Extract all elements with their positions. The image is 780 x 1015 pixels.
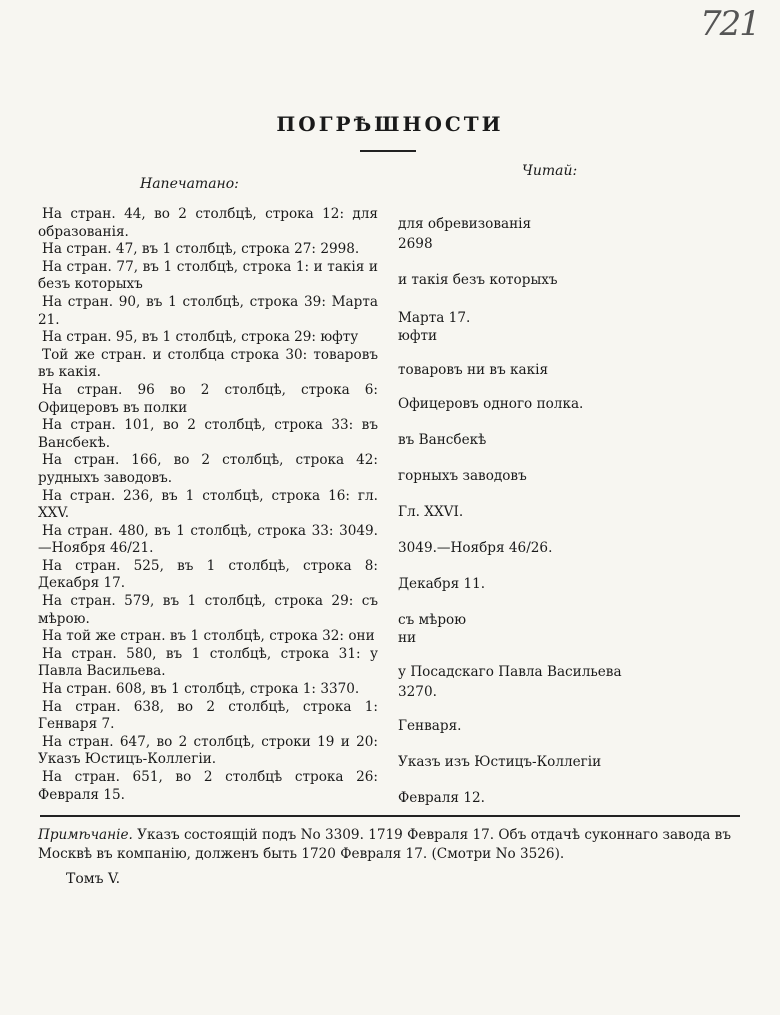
volume-label: Томъ V.	[66, 871, 121, 887]
footnote	[38, 826, 748, 864]
read-entry: 3270.	[398, 684, 437, 700]
read-entry: въ Вансбекѣ	[398, 432, 487, 448]
read-entry: Генваря.	[398, 718, 462, 734]
printed-entry: На стран. 647, во 2 столбцѣ, строки 19 и 20: Указъ Юстицъ-Коллегіи.	[38, 733, 378, 768]
read-column-header: Читай:	[522, 163, 578, 179]
printed-entry: На стран. 101, во 2 столбцѣ, строка 33: въ Вансбекѣ.	[38, 417, 378, 451]
read-entry: юфти	[398, 328, 438, 344]
printed-entry: На стран. 525, въ 1 столбцѣ, строка 8: Декабря 17.	[38, 557, 378, 592]
read-entry: Указъ изъ Юстицъ-Коллегіи	[398, 754, 602, 770]
printed-entry: На стран. 579, въ 1 столбцѣ, строка 29: съ мѣрою.	[38, 593, 378, 627]
printed-column	[38, 206, 378, 804]
read-entry: 3049.—Ноября 46/26.	[398, 540, 553, 556]
footnote-divider	[40, 815, 740, 817]
read-entry: для обревизованія	[398, 216, 532, 232]
printed-entry: На той же стран. въ 1 столбцѣ, строка 32: они	[42, 628, 375, 645]
read-entry: и такія безъ которыхъ	[398, 272, 558, 288]
printed-entry: На стран. 166, во 2 столбцѣ, строка 42: рудныхъ заводовъ.	[38, 452, 378, 486]
printed-entry: На стран. 96 во 2 столбцѣ, строка 6: Офицеровъ въ полки	[38, 381, 378, 416]
read-entry: Гл. XXVI.	[398, 504, 464, 520]
read-entry: Марта 17.	[398, 310, 471, 326]
footnote-text: Указъ состоящій подъ No 3309. 1719 Февраля 17. Объ отдачѣ суконнаго завода въ Москвѣ въ компанію, долженъ быть 1720 Февраля 17. (Смотри No 3526).	[38, 827, 731, 862]
printed-entry: На стран. 236, въ 1 столбцѣ, строка 16: гл. XXV.	[38, 487, 378, 522]
printed-entry: На стран. 638, во 2 столбцѣ, строка 1: Генваря 7.	[38, 698, 378, 733]
page-number: 721	[700, 4, 759, 44]
printed-entry: На стран. 90, въ 1 столбцѣ, строка 39: Марта 21.	[38, 293, 378, 328]
printed-entry: На стран. 95, въ 1 столбцѣ, строка 29: юфту	[42, 329, 359, 346]
printed-entry: На стран. 580, въ 1 столбцѣ, строка 31: у Павла Васильева.	[38, 645, 378, 680]
read-entry: съ мѣрою	[398, 612, 467, 628]
read-entry: Офицеровъ одного полка.	[398, 396, 584, 412]
read-entry: Декабря 11.	[398, 576, 486, 592]
read-entry: товаровъ ни въ какія	[398, 362, 549, 378]
title-divider	[360, 150, 416, 152]
printed-column-header: Напечатано:	[140, 176, 239, 192]
read-entry: 2698	[398, 236, 433, 252]
read-entry: ни	[398, 630, 417, 646]
page-title: ПОГРѢШНОСТИ	[276, 112, 504, 136]
printed-entry: На стран. 651, во 2 столбцѣ строка 26: Февраля 15.	[38, 769, 378, 803]
printed-entry: На стран. 47, въ 1 столбцѣ, строка 27: 2998.	[42, 241, 360, 258]
printed-entry: На стран. 77, въ 1 столбцѣ, строка 1: и такія и безъ которыхъ	[38, 258, 378, 293]
printed-entry: На стран. 480, въ 1 столбцѣ, строка 33: 3049. —Ноября 46/21.	[38, 522, 378, 557]
read-entry: горныхъ заводовъ	[398, 468, 527, 484]
printed-entry: На стран. 44, во 2 столбцѣ, строка 12: для образованія.	[38, 206, 378, 240]
read-entry: у Посадскаго Павла Васильева	[398, 664, 622, 680]
footnote-label: Примѣчаніе.	[38, 827, 133, 843]
read-entry: Февраля 12.	[398, 790, 485, 806]
printed-entry: На стран. 608, въ 1 столбцѣ, строка 1: 3370.	[42, 681, 360, 698]
printed-entry: Той же стран. и столбца строка 30: товаровъ въ какія.	[38, 346, 378, 381]
